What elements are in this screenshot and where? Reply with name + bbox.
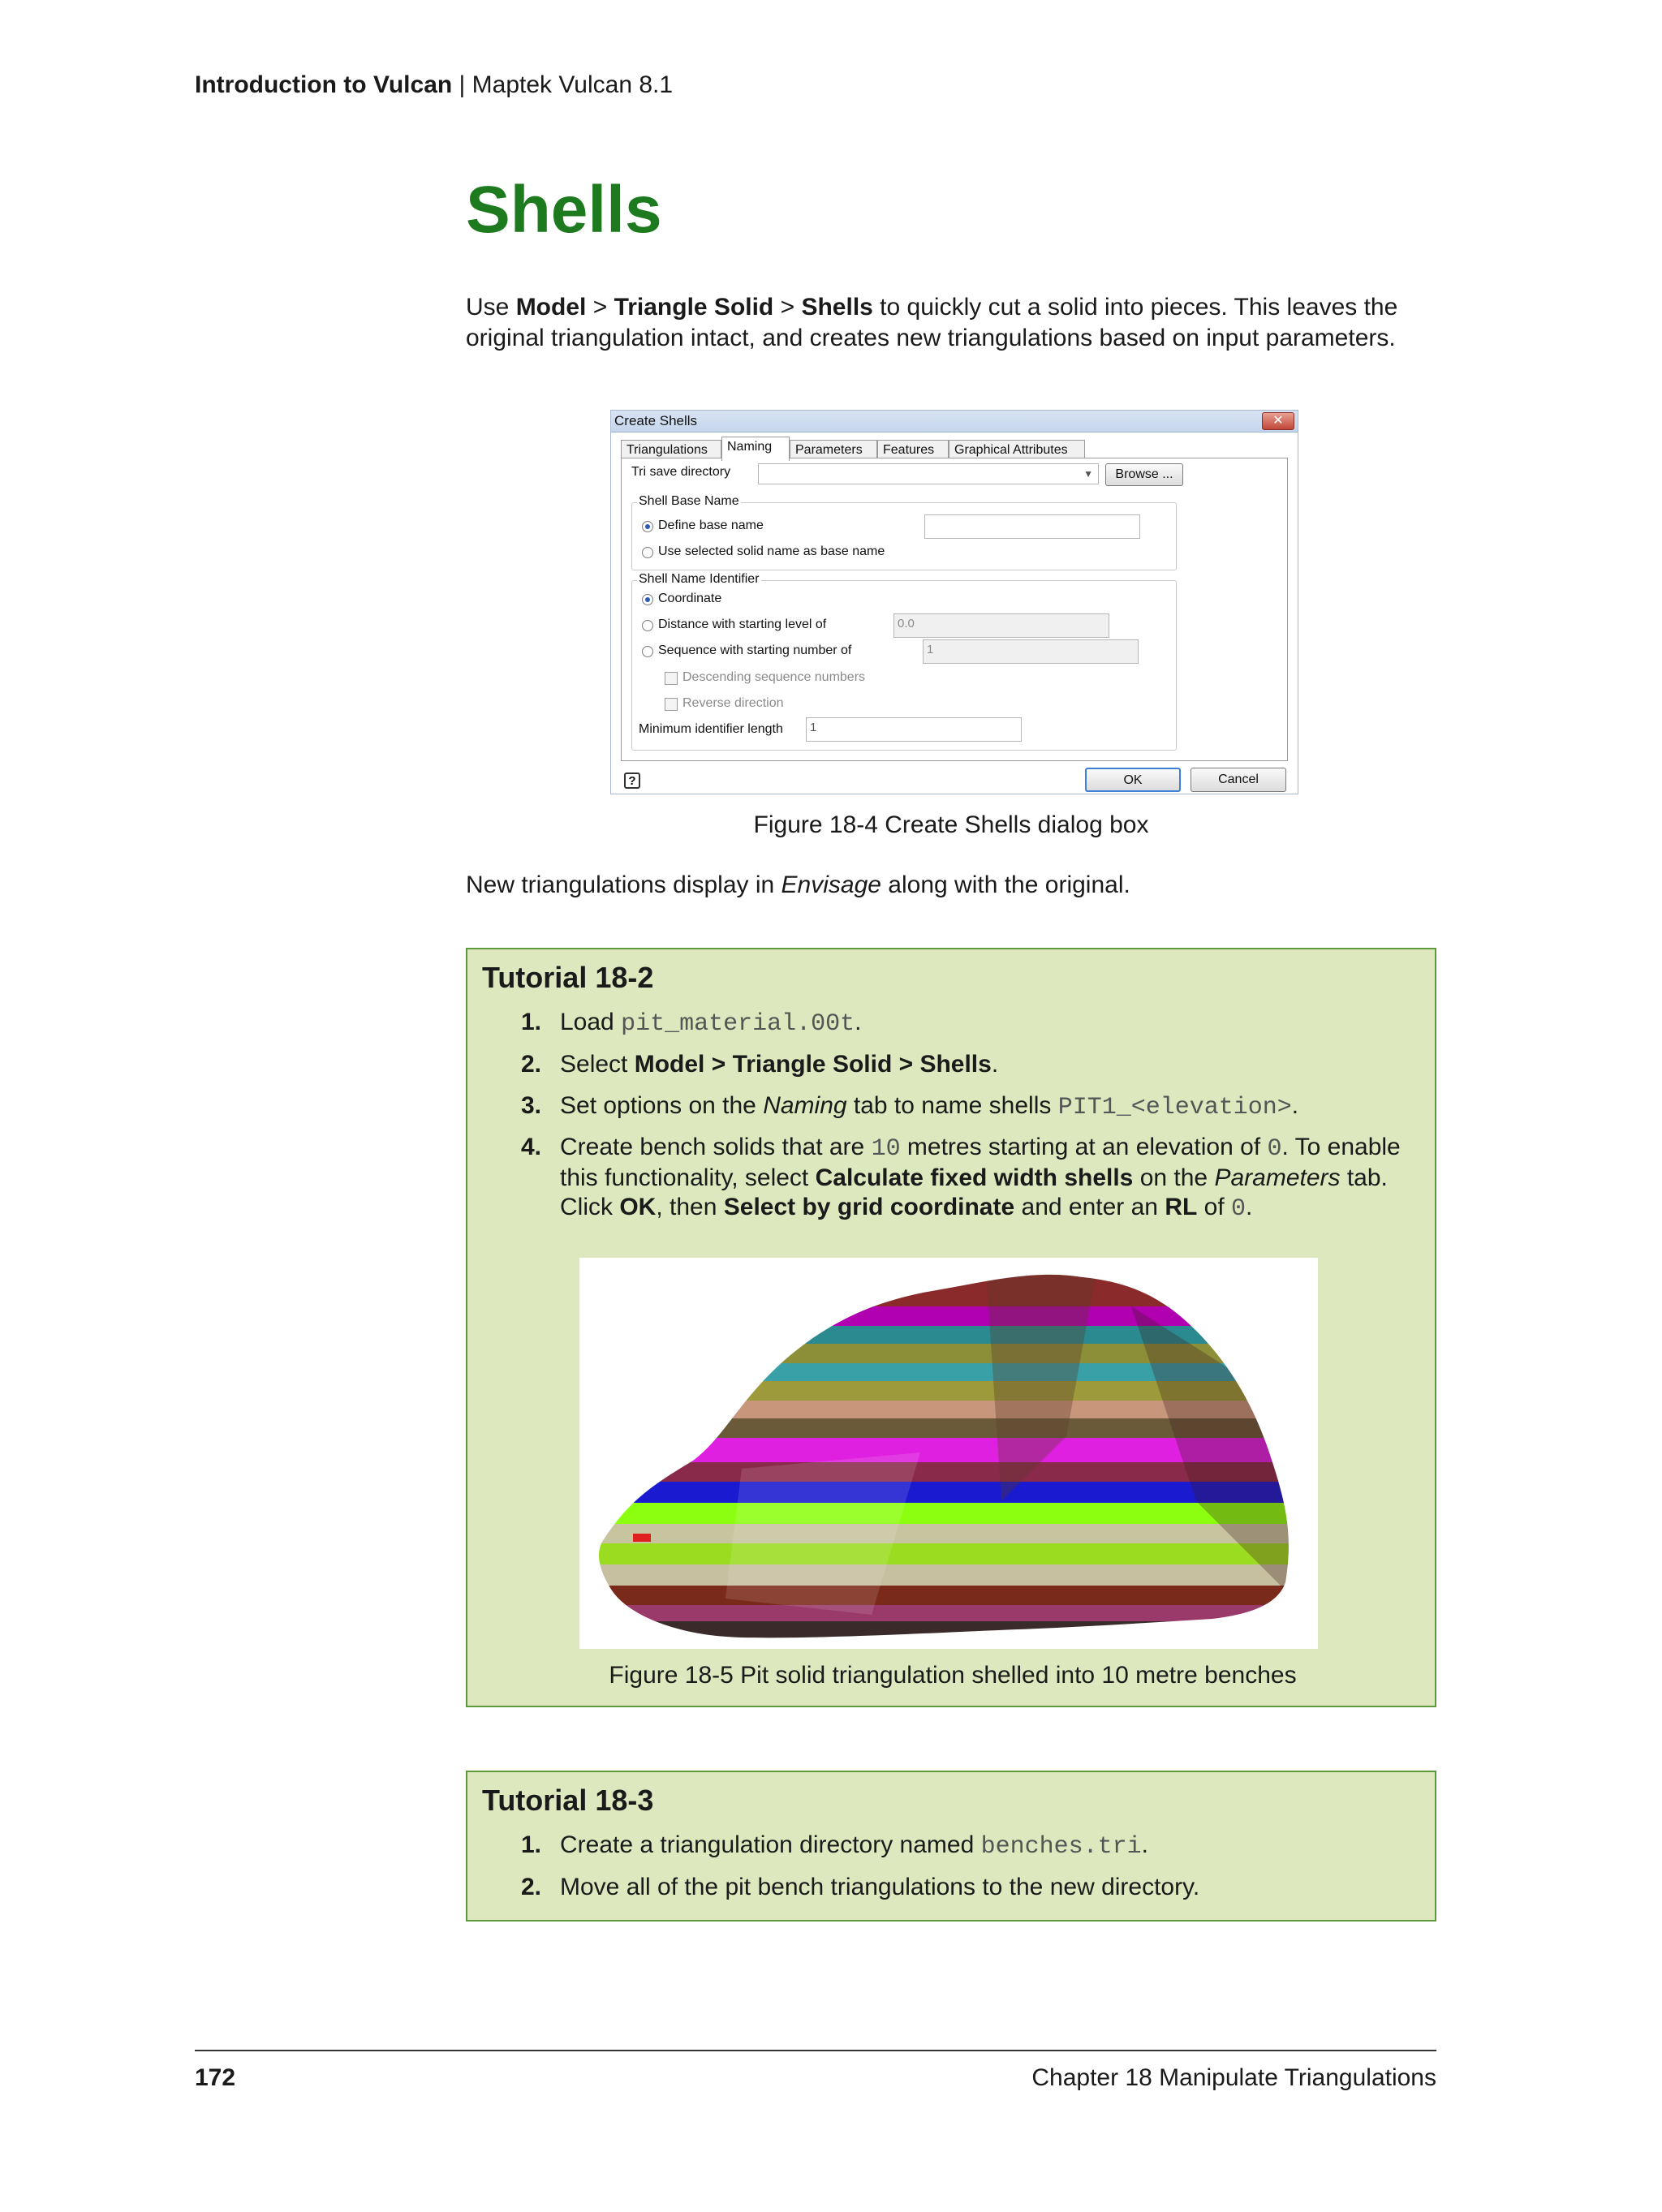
header-product: Maptek Vulcan 8.1 <box>471 71 674 98</box>
tab-graphical-attributes[interactable]: Graphical Attributes <box>949 440 1085 459</box>
intro-text: to quickly cut a solid into pieces. This leaves the original triangulation intact, and creates new triangulations based on input parameters. <box>466 294 1398 351</box>
tutorial-18-3-box <box>466 1771 1436 1922</box>
reverse-direction-checkbox[interactable] <box>665 698 678 711</box>
create-shells-dialog <box>610 410 1298 794</box>
option-name: Calculate fixed width shells <box>815 1164 1134 1191</box>
header-section: Introduction to Vulcan <box>195 71 453 98</box>
reverse-direction-label: Reverse direction <box>682 696 784 710</box>
min-identifier-length-input[interactable]: 1 <box>806 717 1022 742</box>
chevron-down-icon: ▼ <box>1083 468 1093 480</box>
figure-18-5-caption: Figure 18-5 Pit solid triangulation shelled into 10 metre benches <box>609 1662 1297 1689</box>
menu-path: Model > Triangle Solid > Shells <box>634 1051 992 1078</box>
naming-tab-term: Naming <box>763 1092 847 1119</box>
define-base-name-label: Define base name <box>658 519 764 532</box>
use-selected-name-radio[interactable] <box>642 547 653 558</box>
file-name-code: pit_material.00t <box>621 1010 855 1038</box>
tutorial-18-2-title: Tutorial 18-2 <box>482 961 654 994</box>
intro-text: Use <box>466 294 516 321</box>
intro-paragraph <box>466 292 1440 354</box>
browse-button[interactable]: Browse ... <box>1105 463 1183 486</box>
ok-term: OK <box>619 1194 657 1220</box>
rl-term: RL <box>1165 1194 1198 1220</box>
use-selected-name-label: Use selected solid name as base name <box>658 544 885 558</box>
close-icon[interactable]: ✕ <box>1262 412 1294 430</box>
step-text <box>560 1133 1409 1224</box>
distance-input[interactable]: 0.0 <box>893 613 1109 638</box>
step-number: 1. <box>521 1009 542 1035</box>
coordinate-label: Coordinate <box>658 592 722 605</box>
body-text: New triangulations display in <box>466 871 781 898</box>
envisage-term: Envisage <box>781 871 881 898</box>
running-header <box>195 71 673 99</box>
step-fragment: . <box>1246 1194 1253 1220</box>
pit-marker <box>633 1534 651 1542</box>
step-fragment: metres starting at an elevation of <box>900 1134 1268 1160</box>
menu-shells: Shells <box>801 294 873 321</box>
directory-name-code: benches.tri <box>980 1833 1142 1861</box>
tab-naming[interactable]: Naming <box>721 437 790 461</box>
step-fragment: . <box>991 1051 999 1078</box>
pit-solid-image <box>579 1258 1318 1649</box>
define-base-name-radio[interactable] <box>642 521 653 532</box>
step-fragment: tab to name shells <box>846 1092 1058 1119</box>
menu-separator: > <box>586 294 614 321</box>
naming-panel <box>621 458 1288 761</box>
step-fragment: Create a triangulation directory named <box>560 1831 981 1858</box>
menu-triangle-solid: Triangle Solid <box>614 294 774 321</box>
rl-code: 0 <box>1231 1195 1246 1223</box>
step-fragment: and enter an <box>1014 1194 1165 1220</box>
pit-bench-layers <box>579 1258 1318 1646</box>
coordinate-radio[interactable] <box>642 594 653 605</box>
tri-save-directory-label: Tri save directory <box>631 465 731 479</box>
step-number: 2. <box>521 1874 542 1900</box>
step-fragment: . <box>855 1009 862 1035</box>
footer-rule <box>195 2050 1436 2051</box>
header-separator: | <box>452 71 472 98</box>
width-code: 10 <box>871 1135 901 1163</box>
step-text <box>560 1050 1409 1079</box>
cancel-button[interactable]: Cancel <box>1191 768 1286 792</box>
step-number: 3. <box>521 1092 542 1119</box>
step-fragment: , then <box>656 1194 724 1220</box>
tab-triangulations[interactable]: Triangulations <box>621 440 721 459</box>
step-fragment: on the <box>1133 1164 1215 1191</box>
step-number: 2. <box>521 1051 542 1078</box>
dialog-title: Create Shells <box>614 413 698 428</box>
pit-solid-figure <box>579 1258 1318 1649</box>
page-title: Shells <box>466 173 662 247</box>
descending-label: Descending sequence numbers <box>682 670 866 684</box>
base-name-input[interactable] <box>924 514 1140 539</box>
menu-separator: > <box>773 294 802 321</box>
shell-base-name-label: Shell Base Name <box>639 494 739 508</box>
step-number: 4. <box>521 1134 542 1160</box>
distance-label: Distance with starting level of <box>658 618 827 631</box>
tab-parameters[interactable]: Parameters <box>790 440 877 459</box>
shell-base-name-group <box>631 494 1177 570</box>
distance-radio[interactable] <box>642 620 653 631</box>
sequence-label: Sequence with starting number of <box>658 643 852 657</box>
menu-model: Model <box>515 294 587 321</box>
min-identifier-length-label: Minimum identifier length <box>639 722 783 736</box>
envisage-paragraph <box>466 870 1440 901</box>
chapter-title: Chapter 18 Manipulate Triangulations <box>1031 2064 1436 2091</box>
descending-checkbox[interactable] <box>665 672 678 685</box>
shell-name-identifier-label: Shell Name Identifier <box>639 572 760 586</box>
step-fragment: . <box>1291 1092 1299 1119</box>
parameters-tab-term: Parameters <box>1214 1164 1341 1191</box>
ok-button[interactable]: OK <box>1085 768 1181 792</box>
step-fragment: Create bench solids that are <box>560 1134 872 1160</box>
step-text <box>560 1008 1409 1039</box>
option-name: Select by grid coordinate <box>723 1194 1015 1220</box>
figure-18-4-caption: Figure 18-4 Create Shells dialog box <box>753 811 1149 838</box>
tab-features[interactable]: Features <box>877 440 949 459</box>
dialog-titlebar <box>611 411 1298 433</box>
step-fragment: Select <box>560 1051 635 1078</box>
tutorial-18-3-title: Tutorial 18-3 <box>482 1784 654 1817</box>
step-text <box>560 1831 1409 1861</box>
tri-save-directory-select[interactable] <box>758 463 1099 484</box>
help-icon[interactable]: ? <box>624 772 640 789</box>
shell-name-code: PIT1_<elevation> <box>1057 1094 1292 1121</box>
step-fragment: Set options on the <box>560 1092 764 1119</box>
step-number: 1. <box>521 1831 542 1858</box>
step-text <box>560 1091 1409 1122</box>
elevation-code: 0 <box>1267 1135 1282 1163</box>
step-fragment: tab. Click <box>560 1164 1388 1220</box>
step-fragment: . To enable this functionality, select <box>560 1134 1401 1191</box>
step-fragment: Load <box>560 1009 622 1035</box>
page-number: 172 <box>195 2064 236 2091</box>
shell-name-identifier-group <box>631 572 1177 751</box>
step-fragment: . <box>1141 1831 1149 1858</box>
body-text: along with the original. <box>881 871 1130 898</box>
step-fragment: of <box>1197 1194 1232 1220</box>
sequence-radio[interactable] <box>642 646 653 657</box>
sequence-input[interactable]: 1 <box>923 639 1139 664</box>
step-text: Move all of the pit bench triangulations to the new directory. <box>560 1874 1200 1900</box>
